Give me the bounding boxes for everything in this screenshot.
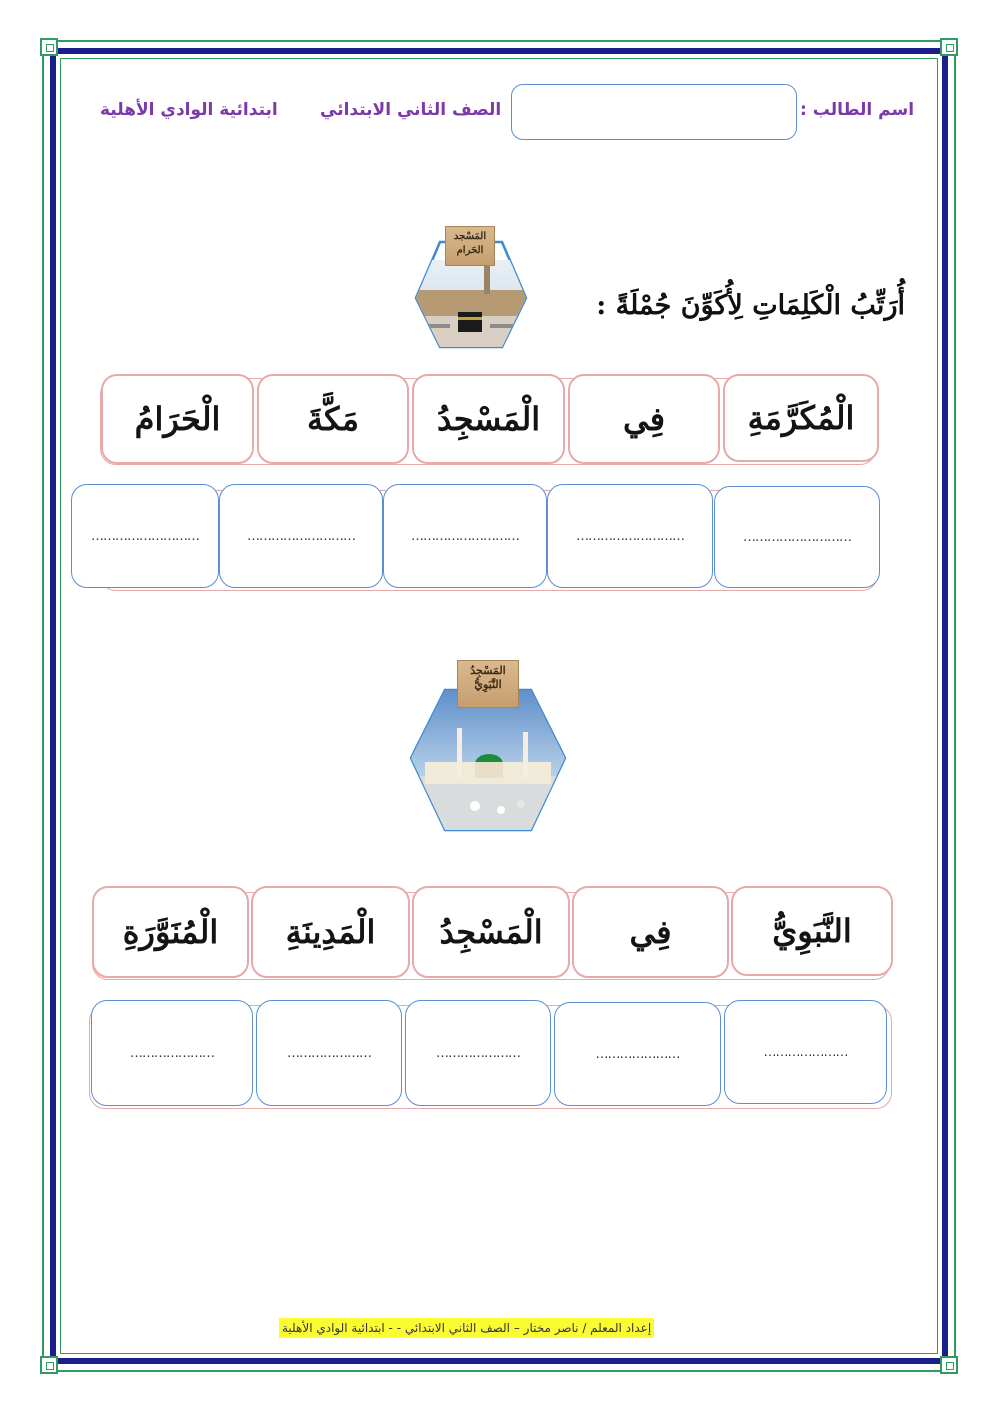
answer-slot[interactable]: ………………… <box>91 1000 253 1106</box>
answer-slot[interactable]: ………………… <box>724 1000 887 1104</box>
masjid-haram-image <box>410 220 530 355</box>
image-label-tag: المَسْجد الحَرام <box>445 226 495 266</box>
word-card[interactable]: النَّبَوِيُّ <box>731 886 893 976</box>
student-name-field[interactable] <box>511 84 797 140</box>
corner-ornament <box>40 1356 58 1374</box>
masjid-nabawi-image <box>405 658 571 838</box>
word-card[interactable]: الْمُنَوَّرَةِ <box>92 886 249 978</box>
grade-label: الصف الثاني الابتدائي <box>320 100 502 120</box>
footer-credit: إعداد المعلم / ناصر مختار – الصف الثاني الابتدائي - - ابتدائية الوادي الأهلية <box>279 1318 654 1338</box>
word-card[interactable]: الْمُكَرَّمَةِ <box>723 374 879 462</box>
word-card[interactable]: الْمَدِينَةِ <box>251 886 410 978</box>
word-card[interactable]: الْمَسْجِدُ <box>412 886 570 978</box>
word-card[interactable]: الْحَرَامُ <box>101 374 254 464</box>
word-card[interactable]: فِي <box>568 374 720 464</box>
answer-slot[interactable]: ………………… <box>405 1000 551 1106</box>
answer-slot[interactable]: ……………………… <box>714 486 880 588</box>
answer-slot[interactable]: ……………………… <box>547 484 713 588</box>
word-card[interactable]: مَكَّةَ <box>257 374 409 464</box>
corner-ornament <box>940 1356 958 1374</box>
answer-slot[interactable]: ………………… <box>554 1002 721 1106</box>
school-name: ابتدائية الوادي الأهلية <box>100 100 278 120</box>
word-card[interactable]: فِي <box>572 886 729 978</box>
answer-slot[interactable]: ………………… <box>256 1000 402 1106</box>
corner-ornament <box>40 38 58 56</box>
answer-slot[interactable]: ……………………… <box>71 484 219 588</box>
corner-ornament <box>940 38 958 56</box>
word-card[interactable]: الْمَسْجِدُ <box>412 374 565 464</box>
student-name-label: اسم الطالب : <box>800 100 915 120</box>
instruction-text: أُرَتِّبُ الْكَلِمَاتِ لِأُكَوِّنَ جُمْلَةً : <box>596 290 905 321</box>
answer-slot[interactable]: ……………………… <box>219 484 383 588</box>
image-label-tag: المَسْجِدُ النَّبَوِيُّ <box>457 660 519 708</box>
answer-slot[interactable]: ……………………… <box>383 484 547 588</box>
